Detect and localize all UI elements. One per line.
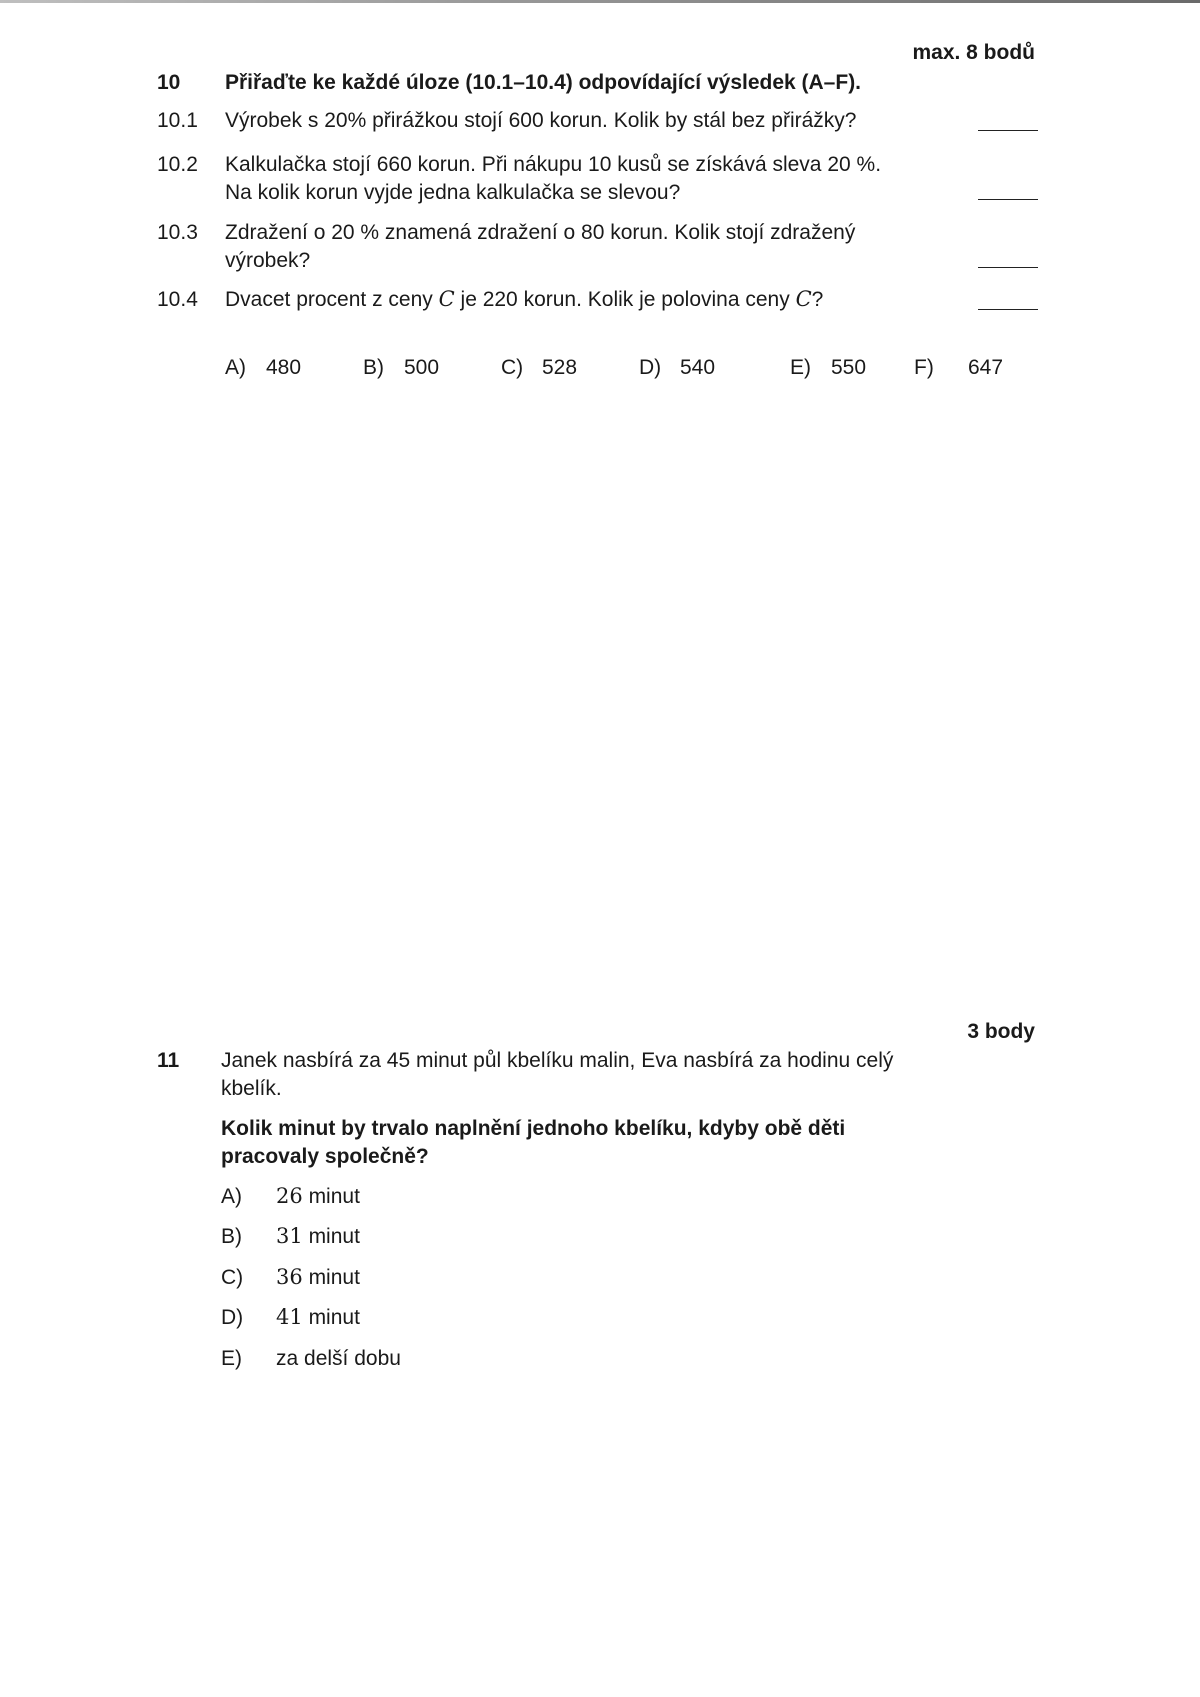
option-value-unit: minut — [302, 1306, 360, 1329]
answer-blank-10-3[interactable] — [978, 267, 1038, 268]
variable-c: C — [795, 287, 812, 311]
item-10-4-text-c: ? — [811, 288, 824, 311]
option-label: B) — [363, 356, 384, 379]
item-10-1-text: Výrobek s 20% přirážkou stojí 600 korun. Kolik by stál bez přirážky? — [225, 109, 857, 132]
item-10-2-line1: Kalkulačka stojí 660 korun. Při nákupu 10 kusů se získává sleva 20 %. — [225, 153, 882, 176]
task-11-text-line2: kbelík. — [221, 1077, 282, 1100]
option-value: 528 — [542, 356, 578, 379]
option-value: 540 — [680, 356, 716, 379]
option-value-unit: minut — [302, 1225, 360, 1248]
answer-blank-10-1[interactable] — [978, 130, 1038, 131]
task-11-text-line1: Janek nasbírá za 45 minut půl kbelíku malin, Eva nasbírá za hodinu celý — [221, 1049, 894, 1072]
item-10-4-text — [225, 285, 915, 314]
page-top-edge — [0, 0, 1200, 3]
task-11-question-line2: pracovaly společně? — [221, 1145, 429, 1168]
item-10-4-number: 10.4 — [157, 288, 198, 311]
item-10-3-line2: výrobek? — [225, 249, 311, 272]
option-value[interactable] — [276, 1182, 360, 1211]
option-value[interactable] — [276, 1222, 360, 1251]
option-label: D) — [639, 356, 662, 379]
option-value-unit: minut — [302, 1185, 360, 1208]
option-value: 550 — [831, 356, 867, 379]
task-10-points: max. 8 bodů — [912, 41, 1035, 64]
option-label: F) — [914, 356, 934, 379]
item-10-2-number: 10.2 — [157, 153, 198, 176]
option-label[interactable]: D) — [221, 1306, 244, 1329]
option-value[interactable] — [276, 1263, 360, 1292]
task-11-question-line1: Kolik minut by trvalo naplnění jednoho kbelíku, kdyby obě děti — [221, 1117, 846, 1140]
task-11-number: 11 — [157, 1049, 180, 1072]
option-label: A) — [225, 356, 246, 379]
option-value-unit: minut — [302, 1266, 360, 1289]
option-value-unit: za delší dobu — [276, 1347, 401, 1370]
option-label[interactable]: E) — [221, 1347, 242, 1370]
item-10-1-number: 10.1 — [157, 109, 198, 132]
option-label: C) — [501, 356, 524, 379]
option-value-number: 31 — [276, 1224, 303, 1248]
item-10-3-number: 10.3 — [157, 221, 198, 244]
option-value-number: 41 — [276, 1305, 303, 1329]
option-value-number: 36 — [276, 1265, 303, 1289]
answer-blank-10-2[interactable] — [978, 199, 1038, 200]
task-10-number: 10 — [157, 71, 181, 94]
item-10-4-text-b: je 220 korun. Kolik je polovina ceny — [454, 288, 796, 311]
option-value: 480 — [266, 356, 302, 379]
option-label[interactable]: C) — [221, 1266, 244, 1289]
answer-blank-10-4[interactable] — [978, 309, 1038, 310]
task-11-points: 3 body — [967, 1020, 1035, 1043]
item-10-3-line1: Zdražení o 20 % znamená zdražení o 80 korun. Kolik stojí zdražený — [225, 221, 856, 244]
option-value[interactable] — [276, 1344, 401, 1373]
option-label[interactable]: B) — [221, 1225, 242, 1248]
option-label[interactable]: A) — [221, 1185, 242, 1208]
option-label: E) — [790, 356, 811, 379]
option-value-number: 26 — [276, 1184, 303, 1208]
option-value: 647 — [968, 356, 1004, 379]
item-10-2-line2: Na kolik korun vyjde jedna kalkulačka se slevou? — [225, 181, 681, 204]
task-10-heading: Přiřaďte ke každé úloze (10.1–10.4) odpovídající výsledek (A–F). — [225, 71, 862, 94]
option-value: 500 — [404, 356, 440, 379]
option-value[interactable] — [276, 1303, 360, 1332]
variable-c: C — [438, 287, 455, 311]
item-10-4-text-a: Dvacet procent z ceny — [225, 288, 439, 311]
